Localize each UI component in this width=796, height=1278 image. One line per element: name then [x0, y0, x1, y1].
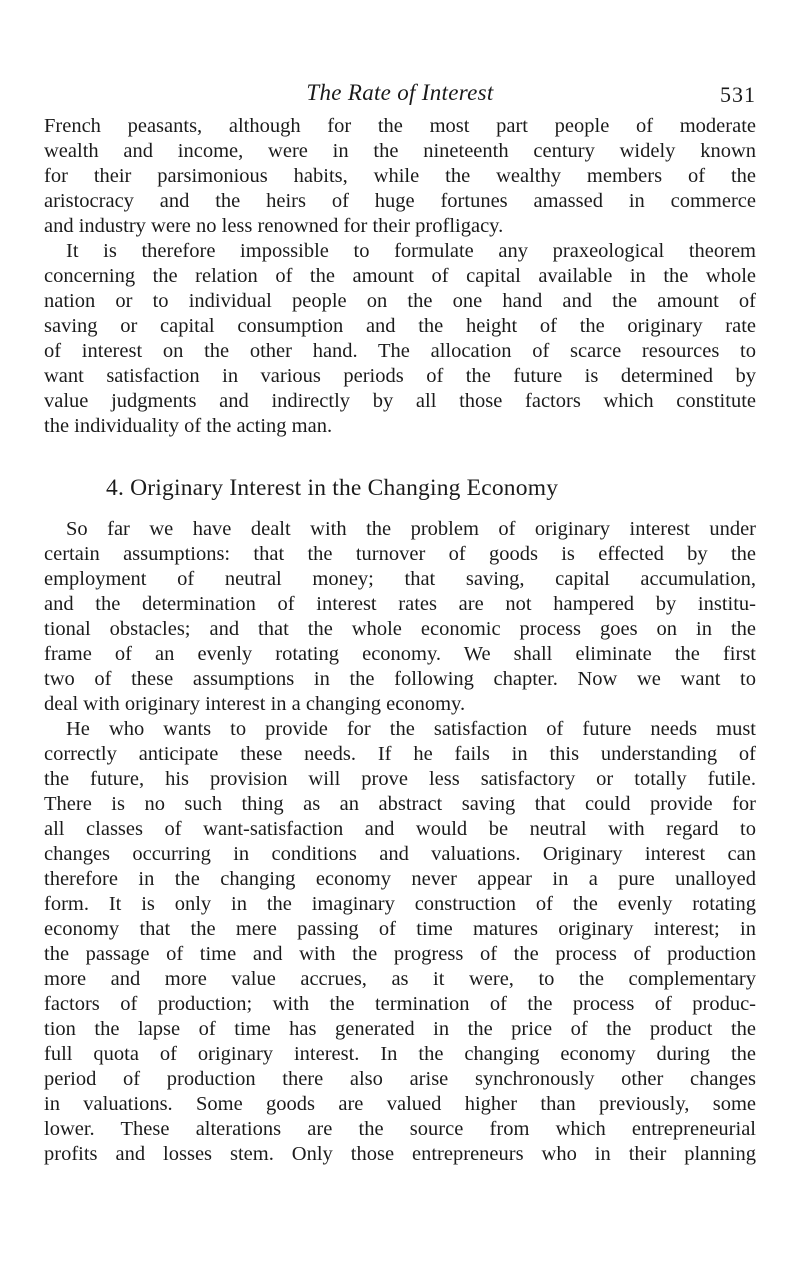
- section-heading: 4. Originary Interest in the Changing Economy: [106, 475, 559, 501]
- paragraph-1: [44, 114, 756, 239]
- text-line: form. It is only in the imaginary construction of the evenly rotating: [44, 893, 756, 915]
- text-line: changes occurring in conditions and valuations. Originary interest can: [44, 843, 756, 865]
- text-line: factors of production; with the termination of the process of produc-: [44, 993, 756, 1015]
- text-line: concerning the relation of the amount of capital available in the whole: [44, 265, 756, 287]
- paragraph-2: [44, 239, 756, 439]
- text-line: therefore in the changing economy never appear in a pure unalloyed: [44, 868, 756, 890]
- text-line: certain assumptions: that the turnover of goods is effected by the: [44, 543, 756, 565]
- text-line: the future, his provision will prove less satisfactory or totally futile.: [44, 768, 756, 790]
- text-line: for their parsimonious habits, while the wealthy members of the: [44, 165, 756, 187]
- text-line: deal with originary interest in a changing economy.: [44, 693, 466, 715]
- text-line: economy that the mere passing of time matures originary interest; in: [44, 918, 756, 940]
- text-line: aristocracy and the heirs of huge fortunes amassed in commerce: [44, 190, 756, 212]
- text-line: profits and losses stem. Only those entrepreneurs who in their planning: [44, 1143, 756, 1165]
- paragraph-3: [44, 517, 756, 717]
- text-line: and the determination of interest rates are not hampered by institu-: [44, 593, 756, 615]
- text-line: saving or capital consumption and the height of the originary rate: [44, 315, 756, 337]
- text-line: lower. These alterations are the source from which entrepreneurial: [44, 1118, 756, 1140]
- page-number: 531: [720, 82, 756, 107]
- text-line: tional obstacles; and that the whole economic process goes on in the: [44, 618, 756, 640]
- text-line: want satisfaction in various periods of the future is determined by: [44, 365, 756, 387]
- text-line: full quota of originary interest. In the changing economy during the: [44, 1043, 756, 1065]
- text-line: value judgments and indirectly by all those factors which constitute: [44, 390, 756, 412]
- text-line: French peasants, although for the most part people of moderate: [44, 115, 756, 137]
- text-line: frame of an evenly rotating economy. We shall eliminate the first: [44, 643, 756, 665]
- text-line: all classes of want-satisfaction and would be neutral with regard to: [44, 818, 756, 840]
- text-line: It is therefore impossible to formulate any praxeological theorem: [66, 240, 756, 262]
- text-line: the passage of time and with the progress of the process of production: [44, 943, 756, 965]
- text-line: correctly anticipate these needs. If he fails in this understanding of: [44, 743, 756, 765]
- text-line: tion the lapse of time has generated in the price of the product the: [44, 1018, 756, 1040]
- text-line: There is no such thing as an abstract saving that could provide for: [44, 793, 756, 815]
- text-line: wealth and income, were in the nineteenth century widely known: [44, 140, 756, 162]
- text-line: two of these assumptions in the following chapter. Now we want to: [44, 668, 756, 690]
- text-line: and industry were no less renowned for their profligacy.: [44, 215, 504, 237]
- text-line: He who wants to provide for the satisfaction of future needs must: [66, 718, 756, 740]
- text-line: the individuality of the acting man.: [44, 415, 333, 437]
- text-line: So far we have dealt with the problem of originary interest under: [66, 518, 756, 540]
- paragraph-4: [44, 717, 756, 1167]
- text-line: of interest on the other hand. The allocation of scarce resources to: [44, 340, 756, 362]
- book-page: [44, 80, 756, 1167]
- text-line: nation or to individual people on the one hand and the amount of: [44, 290, 756, 312]
- text-line: employment of neutral money; that saving, capital accumulation,: [44, 568, 756, 590]
- text-line: period of production there also arise synchronously other changes: [44, 1068, 756, 1090]
- running-head: [44, 80, 756, 114]
- text-line: in valuations. Some goods are valued higher than previously, some: [44, 1093, 756, 1115]
- text-line: more and more value accrues, as it were, to the complementary: [44, 968, 756, 990]
- running-title: The Rate of Interest: [306, 80, 494, 105]
